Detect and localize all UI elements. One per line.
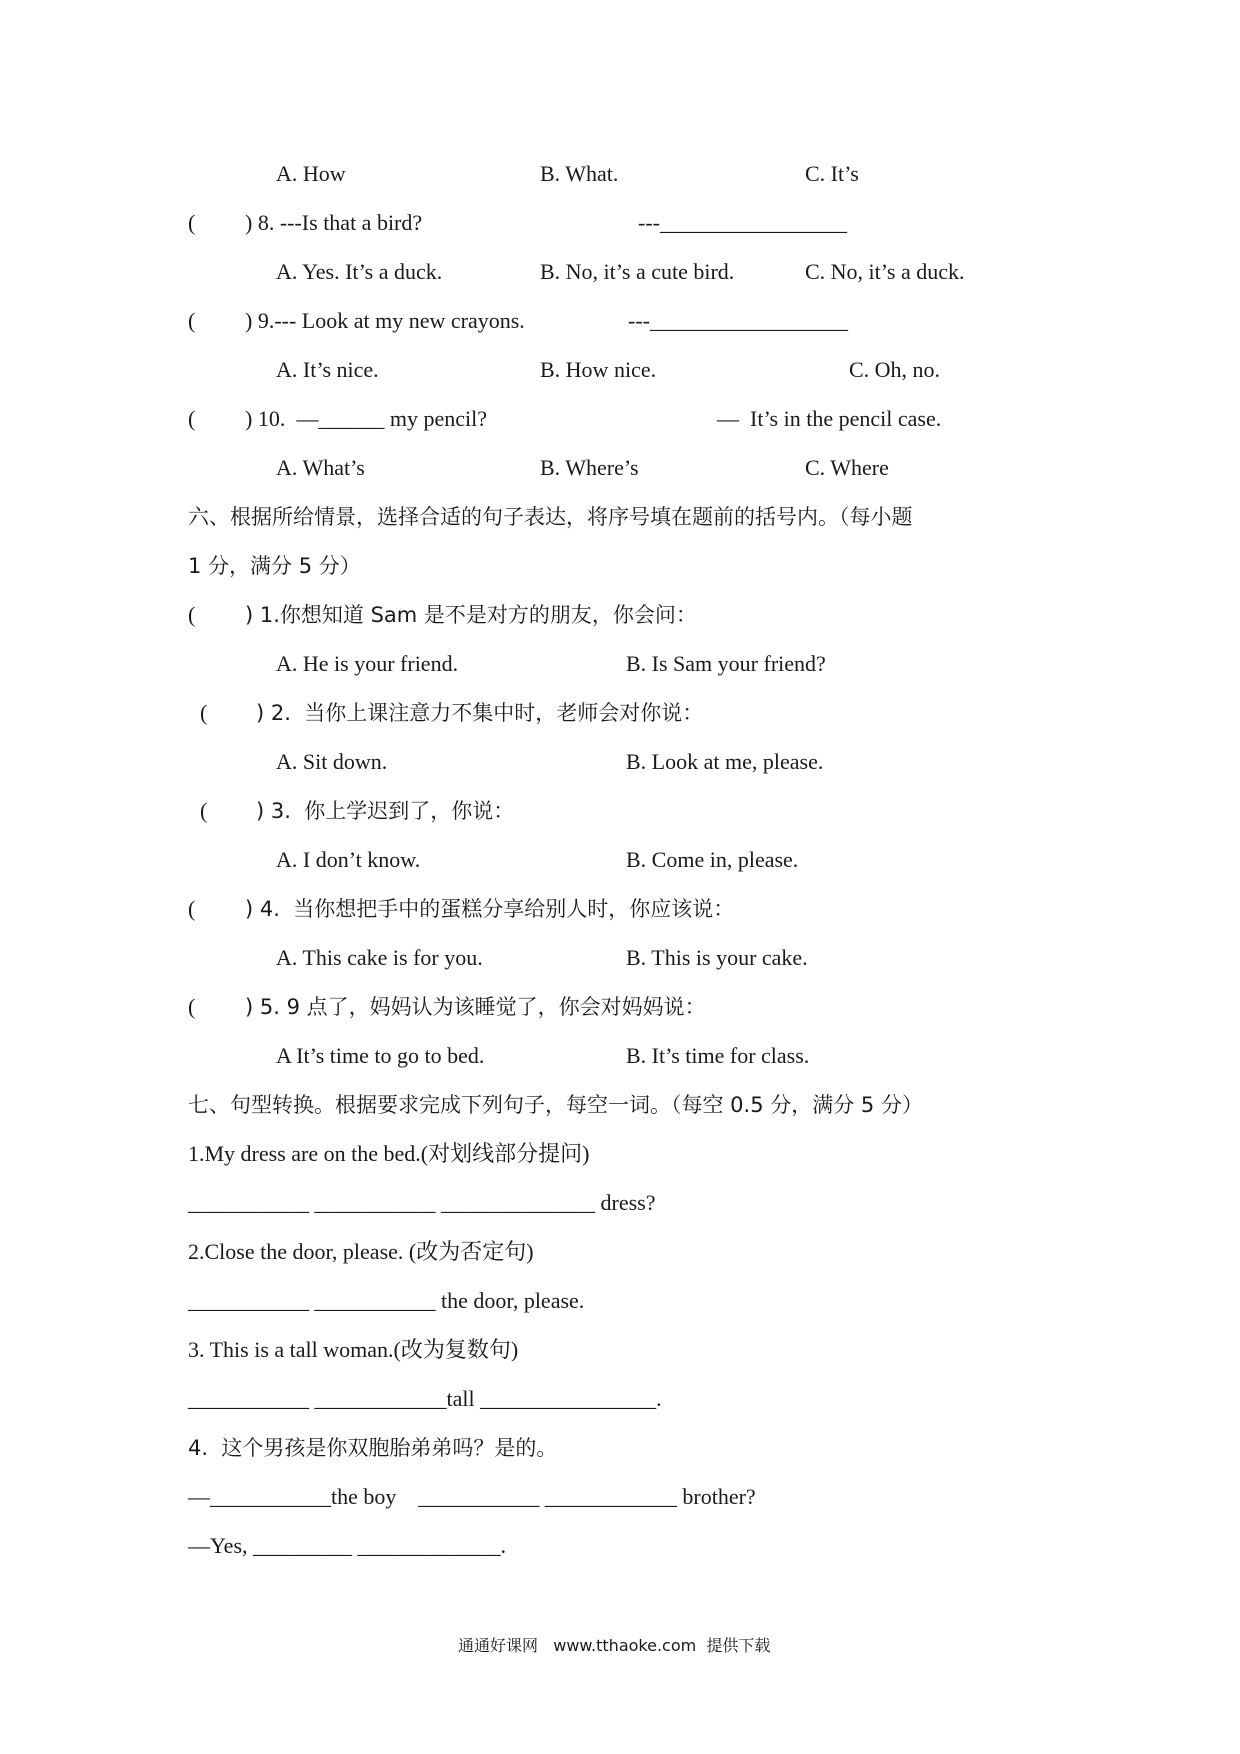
q10-option-a: A. What’s (276, 455, 365, 480)
page-footer: 通通好课网 www.tthaoke.com 提供下载 (458, 1636, 771, 1655)
s6-q2-option-a: A. Sit down. (276, 749, 388, 774)
q7-option-b: B. What. (540, 161, 619, 186)
q9-option-b: B. How nice. (540, 357, 657, 382)
s7-q1-answer: ___________ ___________ ______________ dress? (188, 1190, 656, 1215)
s6-q5-text: ) 5. 9 点了，妈妈认为该睡觉了，你会对妈妈说： (245, 995, 706, 1019)
s7-q3-answer: ___________ ____________tall ________________. (188, 1386, 662, 1411)
q9-answer-blank: ---__________________ (628, 308, 848, 333)
section7-title: 七、句型转换。根据要求完成下列句子，每空一词。（每空 0.5 分，满分 5 分） (188, 1093, 923, 1117)
q9-option-c: C. Oh, no. (849, 357, 941, 382)
s6-q4-option-a: A. This cake is for you. (276, 945, 483, 970)
s7-q4-answer-question: —___________the boy ___________ ____________ brother? (188, 1484, 756, 1509)
s6-q2-text: ) 2. 当你上课注意力不集中时，老师会对你说： (256, 701, 704, 725)
q7-option-c: C. It’s (805, 161, 859, 186)
s7-q2-answer: ___________ ___________ the door, please. (188, 1288, 585, 1313)
q8-option-b: B. No, it’s a cute bird. (540, 259, 735, 284)
s6-q5-option-b: B. It’s time for class. (626, 1043, 810, 1068)
s6-q1-option-a: A. He is your friend. (276, 651, 459, 676)
s6-q3-paren: ( (200, 798, 208, 823)
s6-q1-option-b: B. Is Sam your friend? (626, 651, 826, 676)
s7-q4: 4. 这个男孩是你双胞胎弟弟吗？是的。 (188, 1436, 558, 1460)
s6-q2-paren: ( (200, 700, 208, 725)
s7-q4-answer-reply: —Yes, _________ _____________. (188, 1533, 507, 1558)
q8-option-a: A. Yes. It’s a duck. (276, 259, 443, 284)
q10-paren: ( (188, 406, 196, 431)
s6-q3-option-a: A. I don’t know. (276, 847, 421, 872)
q9-option-a: A. It’s nice. (276, 357, 379, 382)
q10-answer: — It’s in the pencil case. (717, 406, 942, 431)
s6-q5-paren: ( (188, 994, 196, 1019)
s6-q5-option-a: A It’s time to go to bed. (276, 1043, 485, 1068)
s6-q3-text: ) 3. 你上学迟到了，你说： (256, 799, 515, 823)
q7-option-a: A. How (276, 161, 346, 186)
s6-q4-option-b: B. This is your cake. (626, 945, 808, 970)
q9-question: ) 9.--- Look at my new crayons. (245, 308, 525, 333)
s7-q3: 3. This is a tall woman.(改为复数句) (188, 1337, 519, 1362)
q9-paren: ( (188, 308, 196, 333)
q8-question: ) 8. ---Is that a bird? (245, 210, 423, 235)
section6-title: 六、根据所给情景，选择合适的句子表达，将序号填在题前的括号内。（每小题 (188, 505, 913, 529)
s6-q1-text: ) 1.你想知道 Sam 是不是对方的朋友，你会问： (245, 603, 697, 627)
q10-option-c: C. Where (805, 455, 889, 480)
s6-q4-text: ) 4. 当你想把手中的蛋糕分享给别人时，你应该说： (245, 897, 735, 921)
s7-q1: 1.My dress are on the bed.(对划线部分提问) (188, 1141, 590, 1166)
s7-q2: 2.Close the door, please. (改为否定句) (188, 1239, 534, 1264)
q8-paren: ( (188, 210, 196, 235)
q8-option-c: C. No, it’s a duck. (805, 259, 965, 284)
s6-q2-option-b: B. Look at me, please. (626, 749, 824, 774)
s6-q3-option-b: B. Come in, please. (626, 847, 799, 872)
section6-title-cont: 1 分，满分 5 分） (188, 554, 361, 578)
q10-question: ) 10. —______ my pencil? (245, 406, 487, 431)
s6-q4-paren: ( (188, 896, 196, 921)
q8-answer-blank: ---_________________ (638, 210, 847, 235)
q10-option-b: B. Where’s (540, 455, 639, 480)
s6-q1-paren: ( (188, 602, 196, 627)
